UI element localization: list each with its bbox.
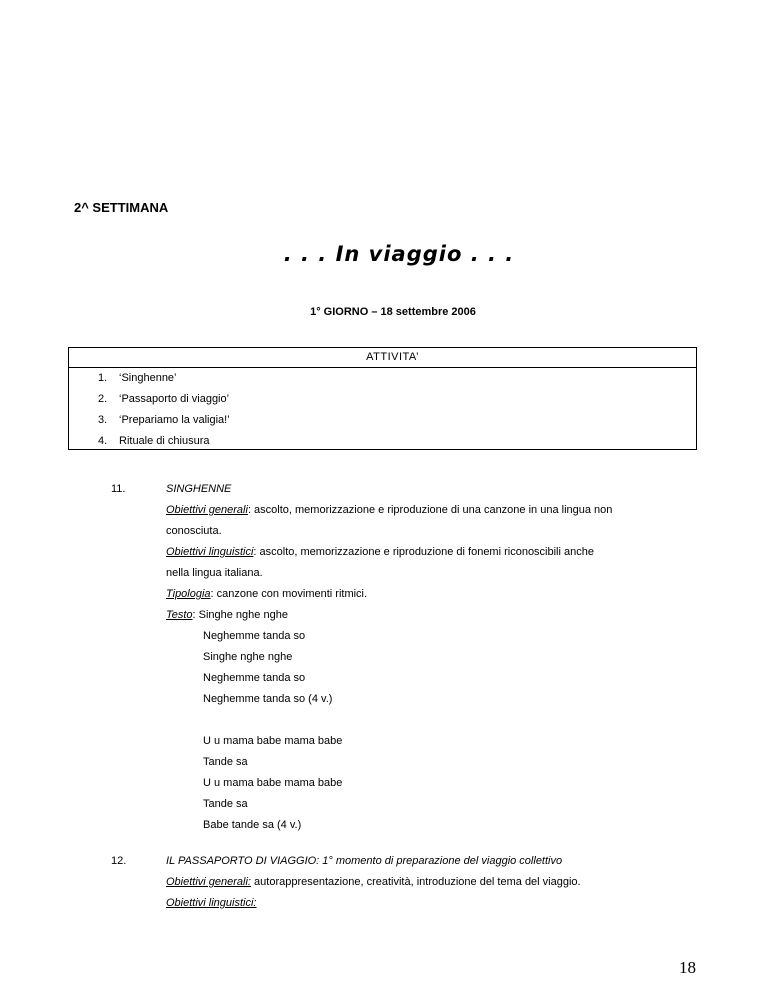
lyric-line: Tande sa	[203, 756, 248, 768]
week-heading: 2^ SETTIMANA	[74, 200, 169, 215]
objectives-general-label: Obiettivi generali:	[166, 876, 251, 888]
activity-text: ‘Prepariamo la valigia!’	[119, 414, 230, 426]
activity-number: 4.	[98, 435, 108, 447]
activity-item	[69, 410, 696, 431]
lyric-line: Babe tande sa (4 v.)	[203, 819, 302, 831]
lyric-line: Neghemme tanda so	[203, 672, 306, 684]
objectives-general-cont: conosciuta.	[166, 525, 222, 537]
section-body	[166, 851, 696, 914]
section-heading: IL PASSAPORTO DI VIAGGIO: 1° momento di preparazione del viaggio collettivo	[166, 855, 563, 867]
objectives-general	[166, 872, 696, 893]
activity-number: 3.	[98, 414, 108, 426]
activities-table-header: ATTIVITA’	[69, 348, 696, 368]
lyric-line: U u mama babe mama babe	[203, 777, 343, 789]
activity-text: ‘Passaporto di viaggio’	[119, 393, 230, 405]
activity-item	[69, 368, 696, 389]
lyric-line: : Singhe nghe nghe	[192, 609, 288, 621]
objectives-linguistic-label: Obiettivi linguistici:	[166, 897, 257, 909]
objectives-general-text: : ascolto, memorizzazione e riproduzione di una canzone in una lingua non	[247, 504, 613, 516]
objectives-general	[166, 500, 696, 521]
activity-text: ‘Singhenne’	[119, 372, 177, 384]
activities-table	[68, 347, 697, 450]
page-title: . . . In viaggio . . .	[283, 242, 515, 266]
activity-number: 2.	[98, 393, 108, 405]
activity-number: 1.	[98, 372, 108, 384]
objectives-general-label: Obiettivi generali	[166, 504, 248, 516]
activity-text: Rituale di chiusura	[119, 435, 210, 447]
objectives-linguistic-cont: nella lingua italiana.	[166, 567, 263, 579]
objectives-general-text: autorappresentazione, creatività, introduzione del tema del viaggio.	[251, 876, 581, 888]
objectives-linguistic-text: : ascolto, memorizzazione e riproduzione di fonemi riconoscibili anche	[253, 546, 594, 558]
page-number: 18	[679, 958, 696, 977]
objectives-linguistic	[166, 893, 696, 914]
lyric-line: Neghemme tanda so	[203, 630, 306, 642]
tipologia	[166, 584, 696, 605]
section-heading: SINGHENNE	[166, 483, 232, 495]
section-number: 12.	[111, 855, 127, 867]
activity-item	[69, 389, 696, 410]
testo	[166, 605, 696, 626]
tipologia-label: Tipologia	[166, 588, 211, 600]
day-heading: 1° GIORNO – 18 settembre 2006	[310, 306, 476, 318]
objectives-linguistic	[166, 542, 696, 563]
lyric-line: Tande sa	[203, 798, 248, 810]
lyric-line: Singhe nghe nghe	[203, 651, 293, 663]
lyric-line: Neghemme tanda so (4 v.)	[203, 693, 333, 705]
testo-label: Testo	[166, 609, 193, 621]
section-number: 11.	[111, 483, 126, 495]
tipologia-text: : canzone con movimenti ritmici.	[210, 588, 368, 600]
lyric-line: U u mama babe mama babe	[203, 735, 343, 747]
activity-item	[69, 431, 696, 452]
section-body	[166, 479, 696, 836]
objectives-linguistic-label: Obiettivi linguistici	[166, 546, 254, 558]
activities-list	[69, 368, 696, 452]
